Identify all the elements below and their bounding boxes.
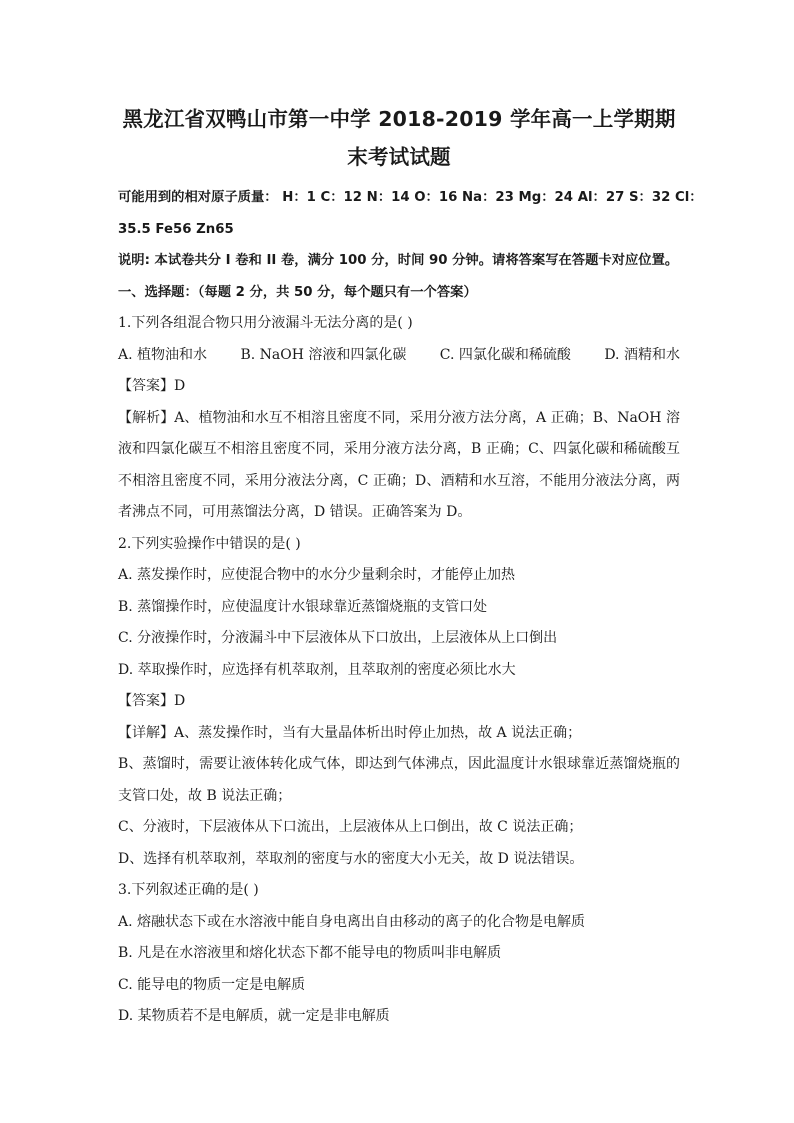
document-title: 黑龙江省双鸭山市第一中学 2018-2019 学年高一上学期期末考试试题 [122, 107, 676, 169]
question-2-option-a: A. 蒸发操作时，应使混合物中的水分少量剩余时，才能停止加热 [118, 567, 516, 583]
atomic-mass-line-1: 可能用到的相对原子质量： H：1 C：12 N：14 O：16 Na：23 Mg：24 Al：27 S：32 Cl： [118, 190, 703, 205]
question-2-option-b: B. 蒸馏操作时，应使温度计水银球靠近蒸馏烧瓶的支管口处 [118, 598, 488, 615]
question-2-detail-d: D、选择有机萃取剂，萃取剂的密度与水的密度大小无关，故 D 说法错误。 [118, 850, 584, 867]
question-1-option-b: B. NaOH 溶液和四氯化碳 [240, 346, 407, 363]
question-2-option-c: C. 分液操作时，分液漏斗中下层液体从下口放出，上层液体从上口倒出 [118, 630, 558, 646]
question-2-detail-a: 【详解】A、蒸发操作时，当有大量晶体析出时停止加热，故 A 说法正确； [118, 724, 582, 741]
question-3-option-b: B. 凡是在水溶液里和熔化状态下都不能导电的物质叫非电解质 [118, 945, 502, 961]
question-1-answer: 【答案】D [118, 378, 186, 394]
question-1-explanation: 【解析】A、植物油和水互不相溶且密度不同，采用分液方法分离，A 正确；B、NaOH 溶液和四氯化碳互不相溶且密度不同，采用分液方法分离，B 正确；C、四氯化碳和稀硫酸互不相溶且密度不同，采用分液法分离，C 正确；D、酒精和水互溶，不能用分液法分离，两者沸点不同，可用蒸馏法分离，D 错误。正确答案为 D。 [118, 409, 680, 520]
atomic-mass-line-2: 35.5 Fe56 Zn65 [118, 221, 234, 237]
question-1-option-c: C. 四氯化碳和稀硫酸 [439, 346, 571, 363]
question-2-option-d: D. 萃取操作时，应选择有机萃取剂，且萃取剂的密度必须比水大 [118, 661, 516, 678]
question-2-detail-c: C、分液时，下层液体从下口流出，上层液体从上口倒出，故 C 说法正确； [118, 819, 583, 835]
question-2-stem: 2.下列实验操作中错误的是( ) [118, 535, 301, 552]
question-1-option-a: A. 植物油和水 [118, 346, 208, 363]
question-2-answer: 【答案】D [118, 693, 186, 709]
question-2-detail-b: B、蒸馏时，需要让液体转化成气体，即达到气体沸点，因此温度计水银球靠近蒸馏烧瓶的支管口处，故 B 说法正确； [118, 756, 680, 804]
question-3-stem: 3.下列叙述正确的是( ) [118, 882, 259, 898]
document-page [118, 100, 703, 1033]
question-3-option-c: C. 能导电的物质一定是电解质 [118, 976, 306, 993]
question-1-option-d: D. 酒精和水 [604, 346, 680, 363]
question-1-options [118, 340, 680, 372]
section-heading: 一、选择题：（每题 2 分，共 50 分，每个题只有一个答案） [118, 284, 477, 300]
instructions: 说明: 本试卷共分 I 卷和 II 卷，满分 100 分，时间 90 分钟。请将答案写在答题卡对应位置。 [118, 253, 679, 268]
question-3-option-a: A. 熔融状态下或在水溶液中能自身电离出自由移动的离子的化合物是电解质 [118, 913, 586, 930]
question-1-stem: 1.下列各组混合物只用分液漏斗无法分离的是( ) [118, 315, 413, 331]
question-3-option-d: D. 某物质若不是电解质，就一定是非电解质 [118, 1008, 390, 1024]
